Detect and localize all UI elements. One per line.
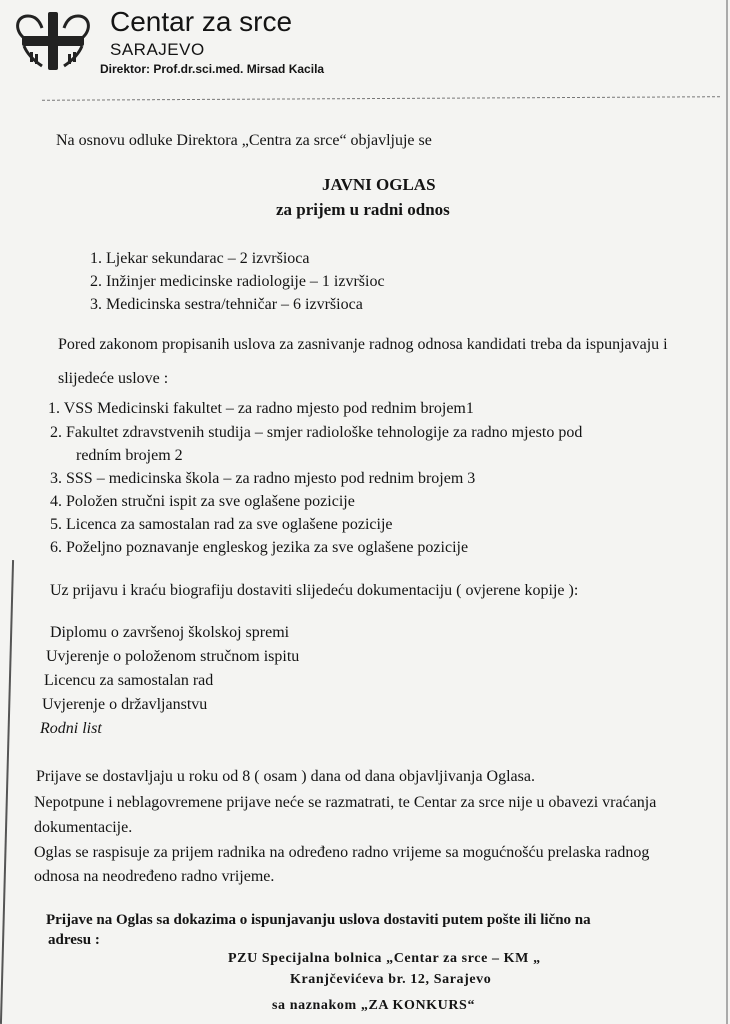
footer-address: Kranjčevićeva br. 12, Sarajevo [290, 972, 492, 987]
page-edge-right [726, 0, 728, 1024]
document-item: Uvjerenje o položenom stručnom ispitu [46, 648, 300, 665]
org-director: Direktor: Prof.dr.sci.med. Mirsad Kacila [100, 62, 325, 76]
footer-address: PZU Specijalna bolnica „Centar za srce – KM „ [228, 951, 541, 966]
page-edge-left [0, 560, 14, 1024]
condition-item: 3. SSS – medicinska škola – za radno mjesto pod rednim brojem 3 [50, 470, 476, 487]
footer-note: sa naznakom „ZA KONKURS“ [272, 998, 476, 1013]
condition-item: 2. Fakultet zdravstvenih studija – smjer radiološke tehnologije za radno mjesto pod [50, 424, 583, 441]
note-line: Prijave se dostavljaju u roku od 8 ( osam ) dana od dana objavljivanja Oglasa. [36, 768, 535, 785]
position-item: 3. Medicinska sestra/tehničar – 6 izvršioca [90, 296, 363, 313]
condition-item: redním brojem 2 [76, 447, 183, 464]
document-item: Diplomu o završenoj školskoj spremi [50, 624, 290, 641]
intro-text: Na osnovu odluke Direktora „Centra za srce“ objavljuje se [56, 132, 432, 149]
position-item: 2. Inžinjer medicinske radiologije – 1 izvršioc [90, 273, 385, 290]
doc-title: JAVNI OGLAS [322, 175, 436, 194]
heart-cross-logo-icon [10, 8, 96, 74]
note-line: odnosa na neodređeno radno vrijeme. [34, 868, 275, 885]
footer-instruction: Prijave na Oglas sa dokazima o ispunjavanju uslova dostaviti putem pošte ili lično na [46, 912, 591, 928]
org-name: Centar za srce [110, 6, 293, 37]
conditions-intro: Pored zakonom propisanih uslova za zasnivanje radnog odnosa kandidati treba da ispunjavaju i [58, 336, 668, 353]
condition-item: 6. Poželjno poznavanje engleskog jezika za sve oglašene pozicije [50, 539, 469, 556]
org-city: SARAJEVO [110, 40, 205, 59]
footer-instruction: adresu : [48, 932, 100, 948]
document-item: Licencu za samostalan rad [44, 672, 214, 689]
documents-intro: Uz prijavu i kraću biografiju dostaviti slijedeću dokumentaciju ( ovjerene kopije ): [50, 582, 579, 599]
document-item: Rodni list [40, 720, 102, 737]
condition-item: 5. Licenca za samostalan rad za sve oglašene pozicije [50, 516, 393, 533]
condition-item: 4. Položen stručni ispit za sve oglašene pozicije [50, 493, 355, 510]
position-item: 1. Ljekar sekundarac – 2 izvršioca [90, 250, 310, 267]
note-line: Oglas se raspisuje za prijem radnika na određeno radno vrijeme sa mogućnošću prelaska radnog [34, 844, 650, 861]
note-line: dokumentacije. [34, 819, 133, 836]
note-line: Nepotpune i neblagovremene prijave neće se razmatrati, te Centar za srce nije u obavezi vraćanja [34, 794, 657, 811]
doc-subtitle: za prijem u radni odnos [276, 200, 450, 219]
document-item: Uvjerenje o državljanstvu [42, 696, 208, 713]
conditions-intro: slijedeće uslove : [58, 370, 169, 387]
condition-item: 1. VSS Medicinski fakultet – za radno mjesto pod rednim brojem1 [48, 400, 474, 417]
header-divider [42, 96, 720, 101]
